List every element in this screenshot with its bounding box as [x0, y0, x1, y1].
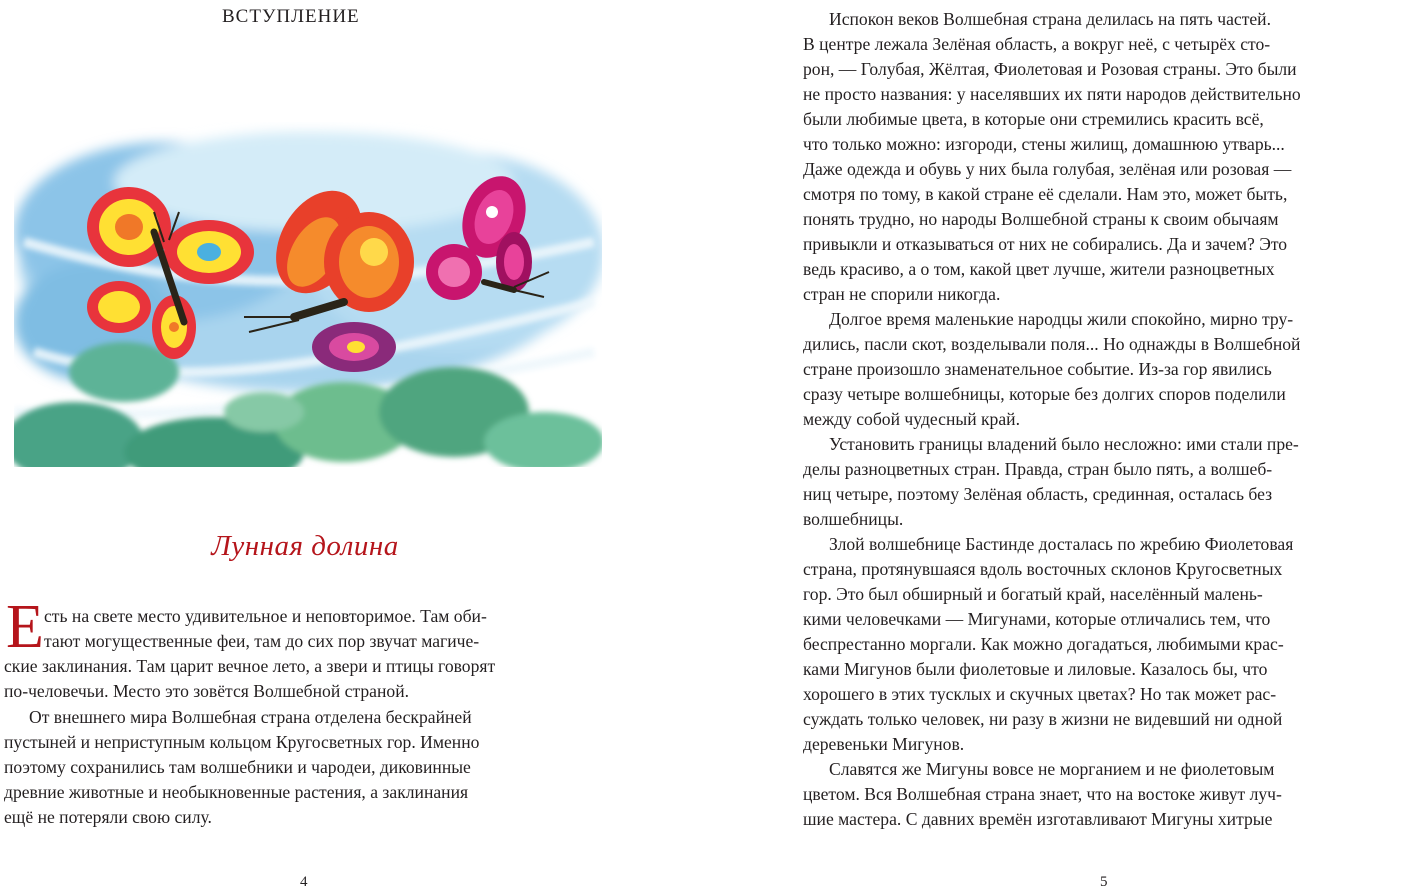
text-line: не просто названия: у населявших их пяти народов действительно [803, 84, 1301, 104]
text-line: волшебницы. [803, 509, 904, 529]
text-line: стран не спорили никогда. [803, 284, 1001, 304]
page-number: 4 [300, 874, 308, 890]
text-line: Славятся же Мигуны вовсе не морганием и не фиолетовым [829, 759, 1275, 779]
text-line: От внешнего мира Волшебная страна отделена бескрайней [29, 707, 472, 727]
left-page [0, 0, 704, 896]
text-line: ведь красиво, а о том, какой цвет лучше, жители разноцветных [803, 259, 1275, 279]
drop-cap: Е [6, 593, 44, 661]
text-line: пустыней и неприступным кольцом Кругосветных гор. Именно [4, 732, 480, 752]
text-line: были любимые цвета, в которые они стремились красить всё, [803, 109, 1264, 129]
text-line: Злой волшебнице Бастинде досталась по жребию Фиолетовая [829, 534, 1294, 554]
text-line: поэтому сохранились там волшебники и чародеи, диковинные [4, 757, 471, 777]
text-line: по-человечьи. Место это зовётся Волшебной страной. [4, 681, 410, 701]
text-line: шие мастера. С давних времён изготавливают Мигуны хитрые [803, 809, 1273, 829]
text-line: Даже одежда и обувь у них была голубая, зелёная или розовая — [803, 159, 1292, 179]
text-line: хорошего в этих тусклых и скучных цветах? Но так может рас- [803, 684, 1277, 704]
text-line: ками Мигунов были фиолетовые и лиловые. Казалось бы, что [803, 659, 1268, 679]
butterflies-illustration [14, 122, 602, 484]
text-line: суждать только человек, ни разу в жизни не видевший ни одной [803, 709, 1283, 729]
text-line: Долгое время маленькие народцы жили спокойно, мирно тру- [829, 309, 1294, 329]
text-line: стране произошло знаменательное событие. Из-за гор явились [803, 359, 1272, 379]
running-head: ВСТУПЛЕНИЕ [222, 6, 360, 27]
text-line: ещё не потеряли свою силу. [4, 807, 212, 827]
text-line: понять трудно, но народы Волшебной страны к своим обычаям [803, 209, 1279, 229]
text-line: дились, пасли скот, возделывали поля... Но однажды в Волшебной [803, 334, 1301, 354]
text-line: что только можно: изгороди, стены жилищ, домашнюю утварь... [803, 134, 1285, 154]
text-line: деревеньки Мигунов. [803, 734, 965, 754]
text-line: Испокон веков Волшебная страна делилась на пять частей. [829, 9, 1271, 29]
text-line: делы разноцветных стран. Правда, стран было пять, а волшеб- [803, 459, 1273, 479]
text-line: ниц четыре, поэтому Зелёная область, срединная, осталась без [803, 484, 1273, 504]
text-line: цветом. Вся Волшебная страна знает, что на востоке живут луч- [803, 784, 1282, 804]
text-line: гор. Это был обширный и богатый край, населённый малень- [803, 584, 1263, 604]
text-line: между собой чудесный край. [803, 409, 1020, 429]
text-line: смотря по тому, в какой стране её сделали. Нам это, может быть, [803, 184, 1288, 204]
text-line: привыкли и отказываться от них не собирались. Да и зачем? Это [803, 234, 1288, 254]
text-line: В центре лежала Зелёная область, а вокруг неё, с четырёх сто- [803, 34, 1271, 54]
text-line: страна, протянувшаяся вдоль восточных склонов Кругосветных [803, 559, 1283, 579]
text-line: беспрестанно моргали. Как можно догадаться, любимыми крас- [803, 634, 1284, 654]
text-line: кими человечками — Мигунами, которые отличались тем, что [803, 609, 1271, 629]
text-line: ские заклинания. Там царит вечное лето, а звери и птицы говорят [4, 656, 496, 676]
text-line: Установить границы владений было несложно: ими стали пре- [829, 434, 1299, 454]
page-number: 5 [1100, 874, 1108, 890]
text-line: тают могущественные феи, там до сих пор звучат магиче- [44, 631, 480, 651]
chapter-title: Лунная долина [211, 530, 399, 562]
text-line: сть на свете место удивительное и неповторимое. Там оби- [44, 606, 487, 626]
text-line: рон, — Голубая, Жёлтая, Фиолетовая и Розовая страны. Это были [803, 59, 1297, 79]
text-line: сразу четыре волшебницы, которые без долгих споров поделили [803, 384, 1286, 404]
right-page [704, 0, 1409, 896]
text-line: древние животные и необыкновенные растения, а заклинания [4, 782, 469, 802]
